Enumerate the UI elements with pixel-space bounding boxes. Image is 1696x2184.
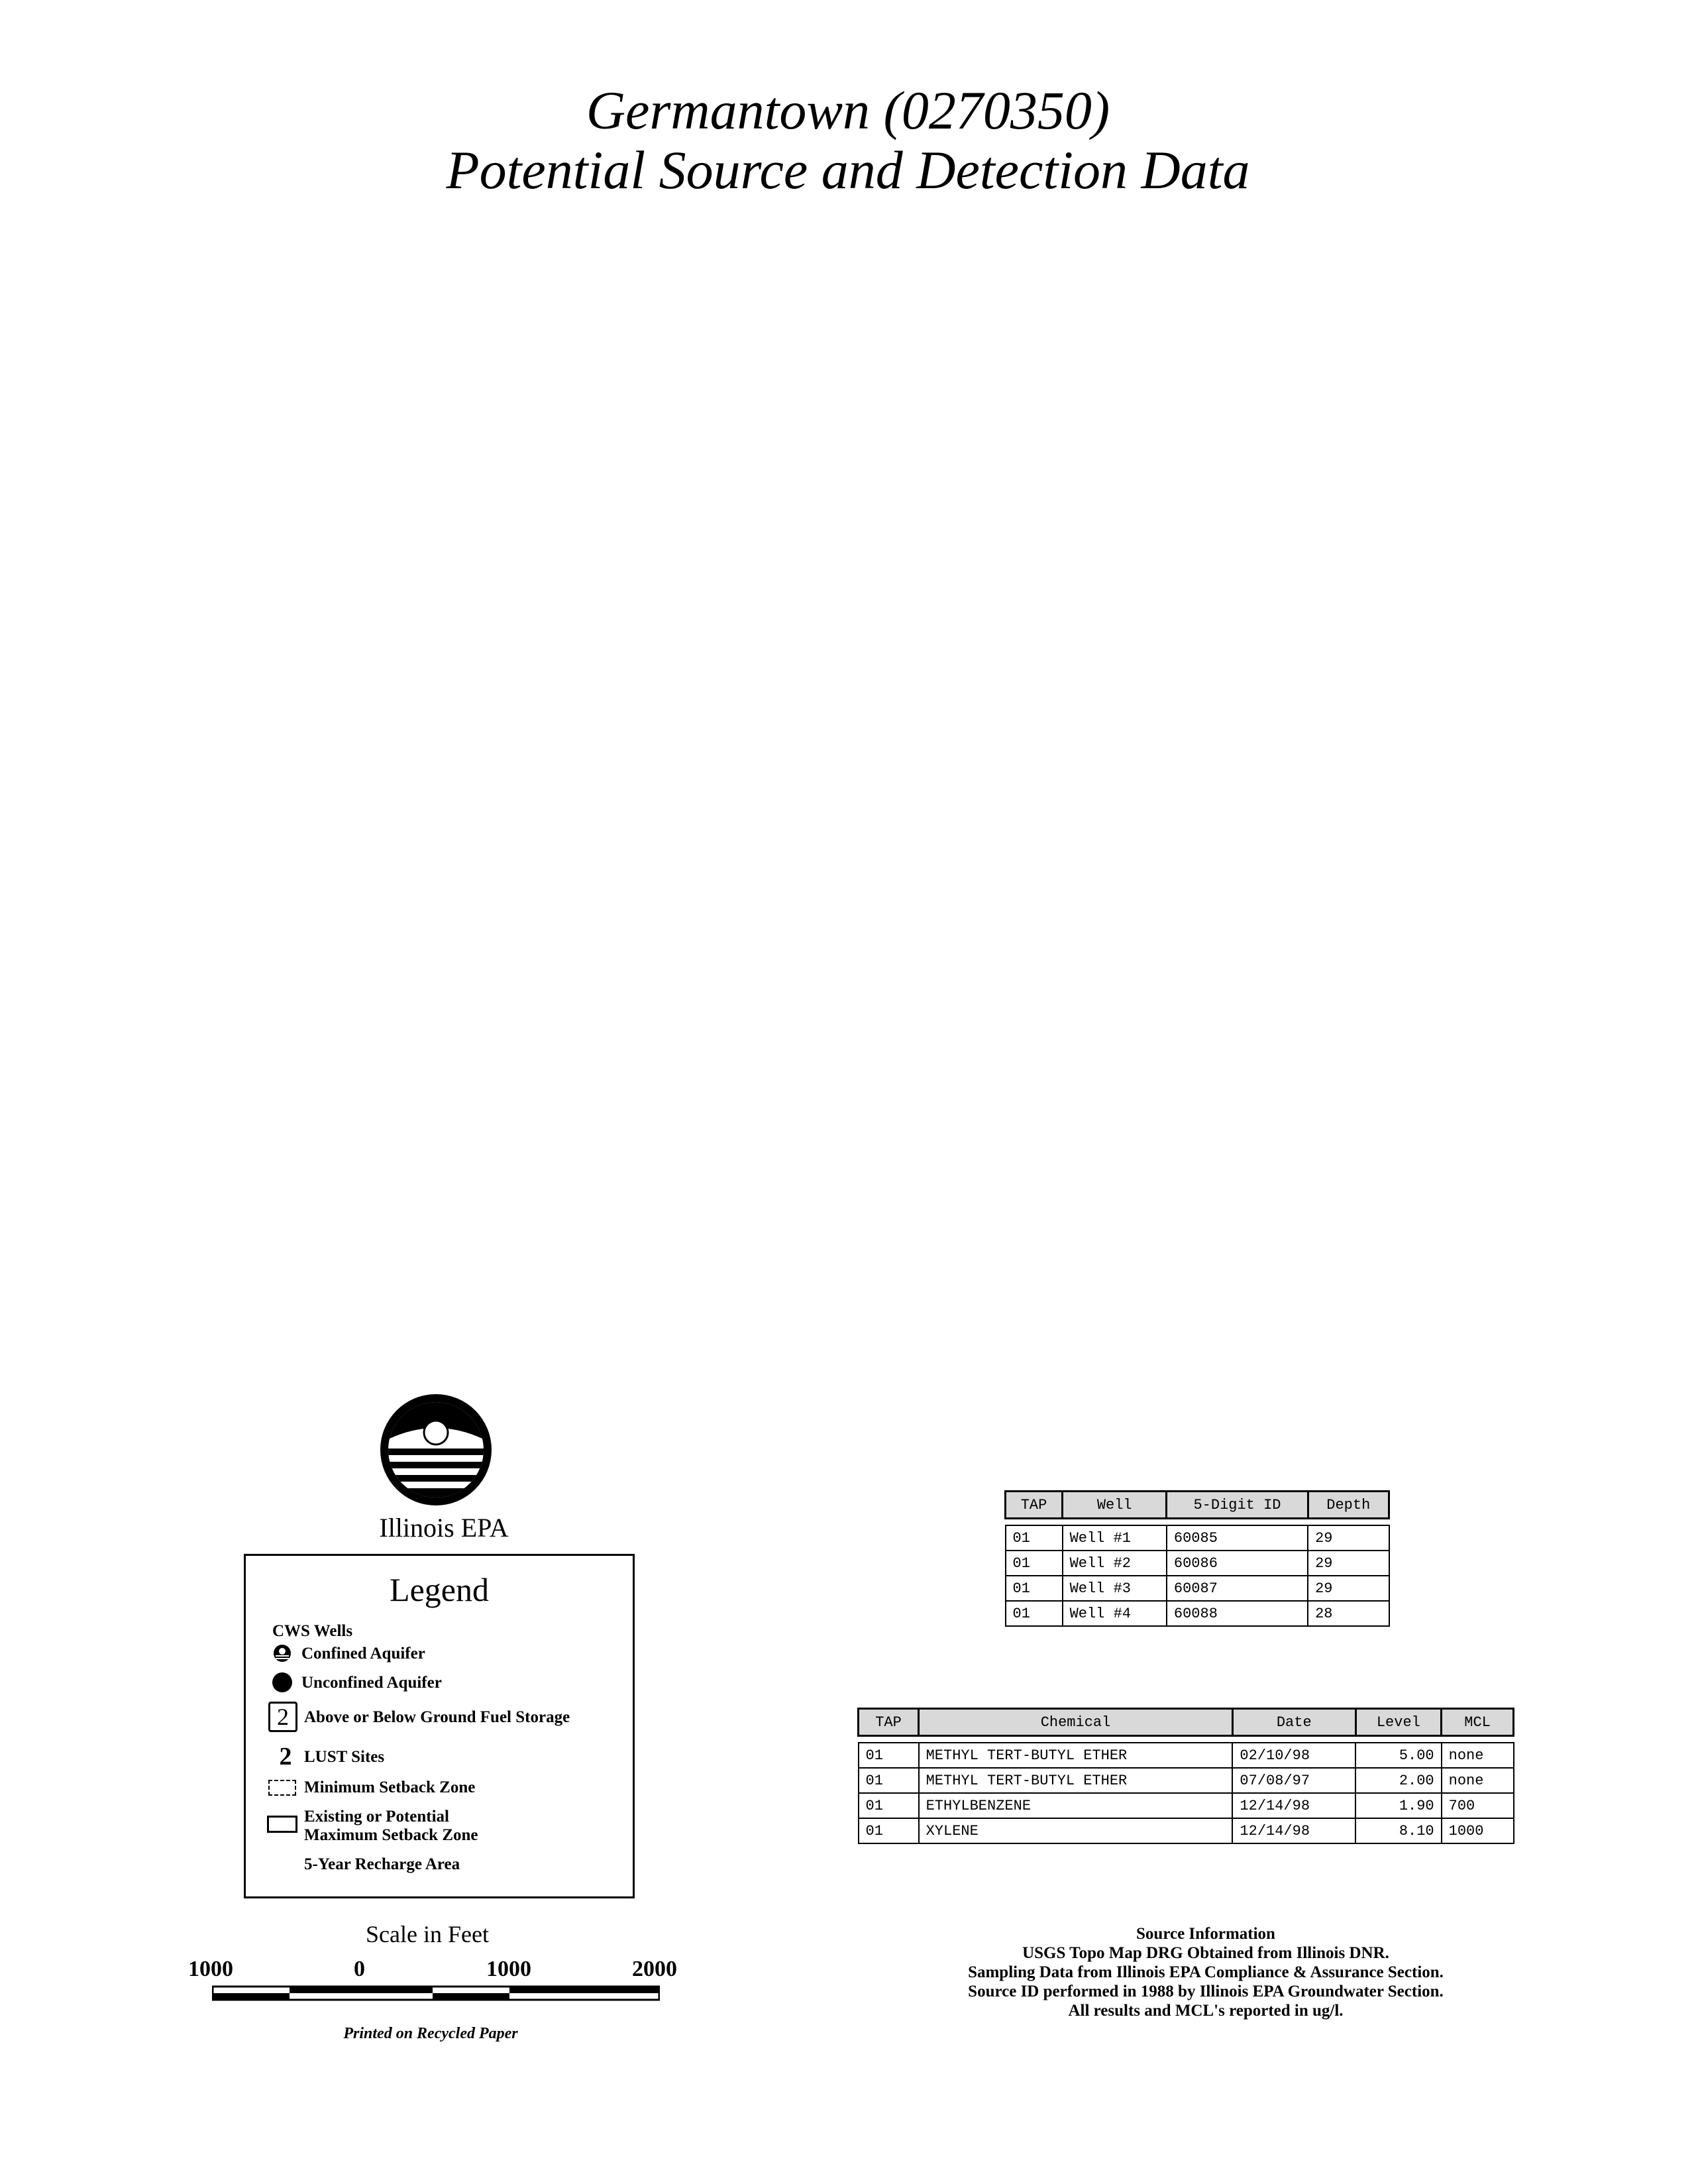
wells-cell-tap: 01 bbox=[1006, 1551, 1063, 1576]
table-spacer bbox=[1006, 1519, 1389, 1526]
chem-cell-tap: 01 bbox=[859, 1743, 919, 1768]
wells-header-depth: Depth bbox=[1308, 1492, 1389, 1519]
chem-cell-date: 12/14/98 bbox=[1232, 1818, 1355, 1843]
legend-label-maximum-setback-line2: Maximum Setback Zone bbox=[304, 1826, 478, 1844]
chem-table-header-row bbox=[859, 1709, 1514, 1736]
chem-cell-chemical: XYLENE bbox=[919, 1818, 1233, 1843]
scale-bar bbox=[212, 1985, 660, 2001]
wells-cell-well: Well #2 bbox=[1063, 1551, 1167, 1576]
source-info-line: USGS Topo Map DRG Obtained from Illinois DNR. bbox=[1022, 1944, 1389, 1962]
scale-label-2000: 2000 bbox=[632, 1957, 677, 1981]
chem-cell-mcl: 1000 bbox=[1442, 1818, 1514, 1843]
chem-cell-date: 12/14/98 bbox=[1232, 1793, 1355, 1818]
legend-label-minimum-setback: Minimum Setback Zone bbox=[304, 1778, 476, 1796]
wells-cell-tap: 01 bbox=[1006, 1601, 1063, 1626]
lust-site-number-icon: 2 bbox=[279, 1743, 292, 1771]
chem-header-tap: TAP bbox=[859, 1709, 919, 1736]
printed-on-recycled-paper-note: Printed on Recycled Paper bbox=[343, 2025, 518, 2042]
wells-cell-id: 60085 bbox=[1167, 1525, 1308, 1551]
chemical-detection-table bbox=[857, 1708, 1514, 1844]
legend-label-confined-aquifer: Confined Aquifer bbox=[301, 1645, 425, 1663]
legend-box bbox=[244, 1554, 635, 1898]
illinois-epa-seal-icon bbox=[379, 1393, 493, 1507]
source-info-line: All results and MCL's reported in ug/l. bbox=[1068, 2002, 1344, 2020]
legend-section-heading: CWS Wells bbox=[272, 1622, 353, 1640]
legend-label-unconfined-aquifer: Unconfined Aquifer bbox=[301, 1674, 442, 1692]
chem-cell-mcl: none bbox=[1442, 1768, 1514, 1793]
table-spacer bbox=[859, 1736, 1514, 1743]
legend-label-maximum-setback-line1: Existing or Potential bbox=[304, 1808, 449, 1826]
wells-cell-depth: 29 bbox=[1308, 1525, 1389, 1551]
fuel-storage-number-box-icon: 2 bbox=[268, 1702, 297, 1732]
table-row bbox=[859, 1743, 1514, 1768]
wells-cell-tap: 01 bbox=[1006, 1525, 1063, 1551]
source-info-line: Sampling Data from Illinois EPA Compliance & Assurance Section. bbox=[968, 1963, 1444, 1981]
chem-cell-level: 1.90 bbox=[1355, 1793, 1442, 1818]
table-row bbox=[1006, 1576, 1389, 1601]
chem-cell-level: 2.00 bbox=[1355, 1768, 1442, 1793]
chem-cell-date: 07/08/97 bbox=[1232, 1768, 1355, 1793]
chem-header-mcl: MCL bbox=[1442, 1709, 1514, 1736]
chem-header-chemical: Chemical bbox=[919, 1709, 1233, 1736]
chem-cell-mcl: none bbox=[1442, 1743, 1514, 1768]
table-row bbox=[1006, 1601, 1389, 1626]
legend-label-fuel-storage: Above or Below Ground Fuel Storage bbox=[304, 1708, 570, 1726]
source-information bbox=[901, 1924, 1510, 2020]
scale-label-1000-left: 1000 bbox=[188, 1957, 233, 1981]
wells-header-tap: TAP bbox=[1006, 1492, 1063, 1519]
source-info-line: Source ID performed in 1988 by Illinois EPA Groundwater Section. bbox=[968, 1983, 1444, 2000]
table-row bbox=[859, 1793, 1514, 1818]
chem-cell-level: 8.10 bbox=[1355, 1818, 1442, 1843]
chem-cell-date: 02/10/98 bbox=[1232, 1743, 1355, 1768]
wells-cell-depth: 28 bbox=[1308, 1601, 1389, 1626]
wells-header-well: Well bbox=[1063, 1492, 1167, 1519]
wells-cell-well: Well #3 bbox=[1063, 1576, 1167, 1601]
wells-table-header-row bbox=[1006, 1492, 1389, 1519]
chem-cell-chemical: METHYL TERT-BUTYL ETHER bbox=[919, 1768, 1233, 1793]
legend-title: Legend bbox=[390, 1571, 489, 1608]
confined-aquifer-well-icon bbox=[271, 1642, 293, 1665]
legend-label-recharge-area: 5-Year Recharge Area bbox=[304, 1855, 460, 1873]
page-title-line-2: Potential Source and Detection Data bbox=[446, 140, 1250, 200]
table-row bbox=[859, 1818, 1514, 1843]
wells-cell-depth: 29 bbox=[1308, 1576, 1389, 1601]
legend-label-lust-sites: LUST Sites bbox=[304, 1748, 385, 1766]
epa-label: Illinois EPA bbox=[379, 1513, 509, 1543]
wells-cell-depth: 29 bbox=[1308, 1551, 1389, 1576]
chem-cell-tap: 01 bbox=[859, 1793, 919, 1818]
wells-cell-id: 60086 bbox=[1167, 1551, 1308, 1576]
wells-header-5-digit-id: 5-Digit ID bbox=[1167, 1492, 1308, 1519]
chem-cell-mcl: 700 bbox=[1442, 1793, 1514, 1818]
minimum-setback-dashed-box-icon bbox=[268, 1780, 296, 1796]
page-title-line-1: Germantown (0270350) bbox=[586, 80, 1110, 140]
chem-cell-chemical: ETHYLBENZENE bbox=[919, 1793, 1233, 1818]
scale-label-0: 0 bbox=[354, 1957, 365, 1981]
chem-header-date: Date bbox=[1232, 1709, 1355, 1736]
scale-title: Scale in Feet bbox=[366, 1921, 489, 1947]
chem-cell-level: 5.00 bbox=[1355, 1743, 1442, 1768]
wells-cell-id: 60088 bbox=[1167, 1601, 1308, 1626]
wells-cell-well: Well #1 bbox=[1063, 1525, 1167, 1551]
chem-cell-chemical: METHYL TERT-BUTYL ETHER bbox=[919, 1743, 1233, 1768]
chem-cell-tap: 01 bbox=[859, 1818, 919, 1843]
wells-cell-well: Well #4 bbox=[1063, 1601, 1167, 1626]
table-row bbox=[859, 1768, 1514, 1793]
source-info-heading: Source Information bbox=[1136, 1925, 1275, 1943]
maximum-setback-box-icon bbox=[267, 1816, 297, 1833]
unconfined-aquifer-well-icon bbox=[271, 1671, 293, 1694]
chem-header-level: Level bbox=[1355, 1709, 1442, 1736]
chem-cell-tap: 01 bbox=[859, 1768, 919, 1793]
table-row bbox=[1006, 1551, 1389, 1576]
wells-cell-id: 60087 bbox=[1167, 1576, 1308, 1601]
wells-table bbox=[1004, 1490, 1390, 1627]
wells-cell-tap: 01 bbox=[1006, 1576, 1063, 1601]
scale-label-1000: 1000 bbox=[486, 1957, 531, 1981]
table-row bbox=[1006, 1525, 1389, 1551]
